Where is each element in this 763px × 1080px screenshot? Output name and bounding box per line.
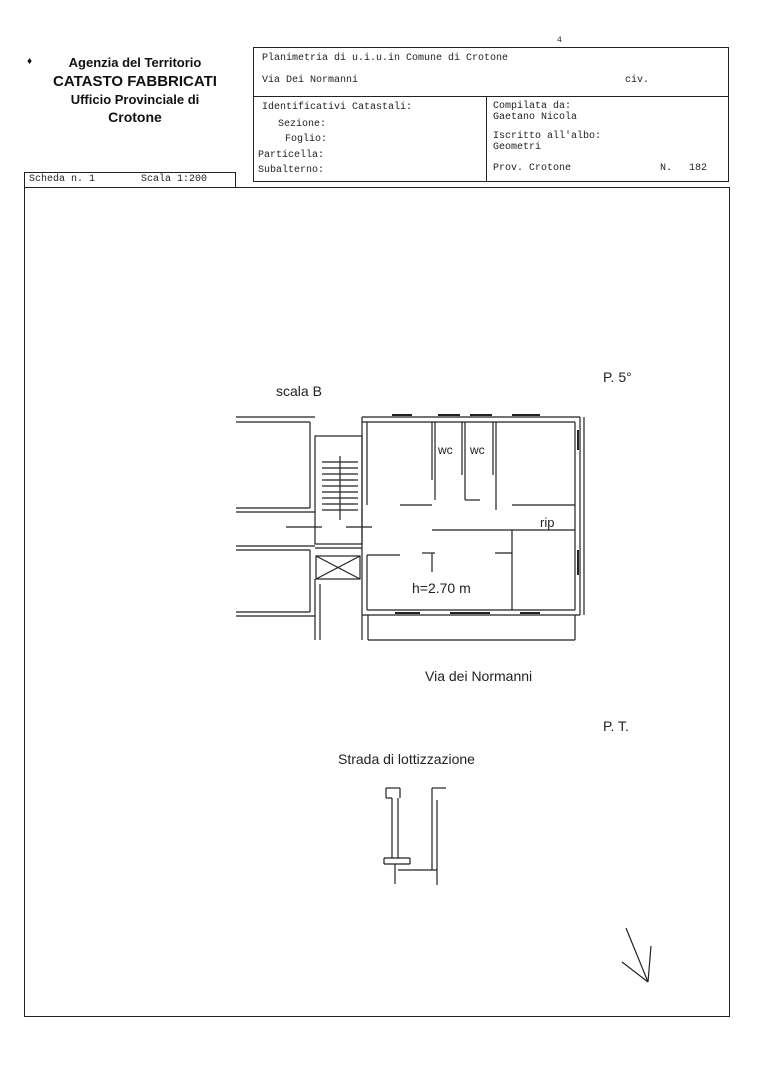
scheda-label: Scheda n. 1 xyxy=(29,174,96,185)
stair-core xyxy=(286,436,372,640)
stair-label: scala B xyxy=(276,383,322,399)
neighbor-block-left xyxy=(236,417,315,616)
subalterno-label: Subalterno: xyxy=(258,165,325,176)
sezione-label: Sezione: xyxy=(278,119,327,130)
scala-label: Scala 1:200 xyxy=(141,174,208,185)
agency-name: Agenzia del Territorio xyxy=(68,55,202,70)
page-mark-dot: ♦ xyxy=(27,56,33,67)
street-label: Via dei Normanni xyxy=(425,668,533,684)
n-value: 182 xyxy=(689,163,708,174)
particella-label: Particella: xyxy=(258,150,325,161)
height-label: h=2.70 m xyxy=(412,580,471,596)
planimetria-line: Planimetria di u.i.u.in Comune di Crotone xyxy=(262,53,509,64)
civ-label: civ. xyxy=(625,75,650,86)
room-label-wc-1: wc xyxy=(438,443,453,457)
floor-upper-label: P. 5° xyxy=(603,369,632,385)
prov-label: Prov. Crotone xyxy=(493,163,572,174)
compilata-name: Gaetano Nicola xyxy=(493,112,578,123)
n-label: N. xyxy=(660,163,673,174)
page-number: 4 xyxy=(557,36,562,45)
office-city: Crotone xyxy=(108,109,162,125)
compilata-label: Compilata da: xyxy=(493,101,572,112)
catasto-title: CATASTO FABBRICATI xyxy=(53,73,217,90)
room-label-wc-2: wc xyxy=(470,443,485,457)
identificativi-label: Identificativi Catastali: xyxy=(262,102,413,113)
iscritto-value: Geometri xyxy=(493,142,542,153)
foglio-label: Foglio: xyxy=(285,134,328,145)
office-line: Ufficio Provinciale di xyxy=(70,92,200,107)
floor-ground-label: P. T. xyxy=(603,718,629,734)
north-arrow-icon xyxy=(622,928,651,982)
room-label-rip: rip xyxy=(540,515,555,530)
road-label: Strada di lottizzazione xyxy=(338,751,475,767)
ground-floor-plan xyxy=(384,788,446,885)
iscritto-label: Iscritto all'albo: xyxy=(493,131,602,142)
address-line: Via Dei Normanni xyxy=(262,75,359,86)
